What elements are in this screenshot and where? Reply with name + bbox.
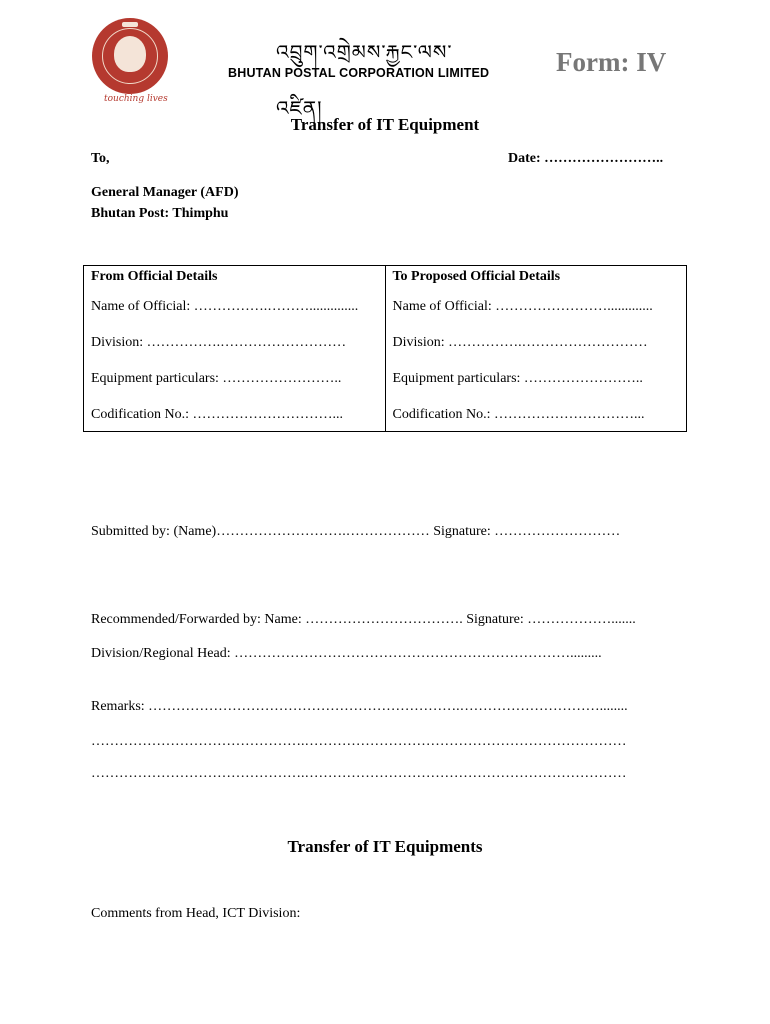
table-row (84, 371, 687, 407)
form-number: Form: IV (556, 47, 667, 77)
conch-shell-icon (114, 36, 146, 72)
to-codification-no-field[interactable]: Codification No.: …………………………... (385, 407, 687, 432)
to-equipment-particulars-field[interactable]: Equipment particulars: …………………….. (385, 371, 687, 407)
division-head-field[interactable]: Division/Regional Head: ………………………………………………………………......... (91, 646, 602, 661)
to-official-header: To Proposed Official Details (385, 266, 687, 300)
section-title: Transfer of IT Equipments (287, 837, 483, 856)
remarks-line-2[interactable]: ……………………………………….…………………………………………………………… (91, 734, 627, 749)
from-division-field[interactable]: Division: …………….……………………… (84, 335, 386, 371)
recipient-title: General Manager (AFD) (91, 185, 239, 200)
to-name-of-official-field[interactable]: Name of Official: ……………………............. (385, 299, 687, 335)
logo-tagline: touching lives (104, 94, 168, 104)
comments-ict-label: Comments from Head, ICT Division: (91, 906, 301, 921)
table-header-row (84, 266, 687, 300)
remarks-line-3[interactable]: ……………………………………….…………………………………………………………… (91, 766, 627, 781)
logo-emblem (92, 18, 168, 94)
bhutan-post-logo (90, 18, 170, 108)
submitted-by-field[interactable]: Submitted by: (Name)……………………….……………… Signature: ……………………… (91, 524, 621, 539)
date-field[interactable]: Date: …………………….. (508, 151, 664, 166)
org-name: BHUTAN POSTAL CORPORATION LIMITED (228, 66, 490, 80)
page-title: Transfer of IT Equipment (290, 115, 480, 134)
table-row (84, 407, 687, 432)
remarks-field[interactable]: Remarks: ………………………………………………………….…………………………........ (91, 699, 628, 714)
table-row (84, 299, 687, 335)
to-label: To, (91, 151, 110, 166)
from-name-of-official-field[interactable]: Name of Official: …………….……….............. (84, 299, 386, 335)
from-equipment-particulars-field[interactable]: Equipment particulars: …………………….. (84, 371, 386, 407)
official-details-table (83, 265, 687, 432)
from-codification-no-field[interactable]: Codification No.: …………………………... (84, 407, 386, 432)
from-official-header: From Official Details (84, 266, 386, 300)
table-row (84, 335, 687, 371)
logo-banner (122, 22, 138, 27)
to-division-field[interactable]: Division: …………….……………………… (385, 335, 687, 371)
recipient-location: Bhutan Post: Thimphu (91, 206, 229, 221)
dzongkha-org-name: འབྲུག་འགྲེམས་རྐྱང་ལས་འཛིན། (276, 42, 453, 120)
recommended-by-field[interactable]: Recommended/Forwarded by: Name: ……………………………. Signature: ………………....... (91, 612, 636, 627)
